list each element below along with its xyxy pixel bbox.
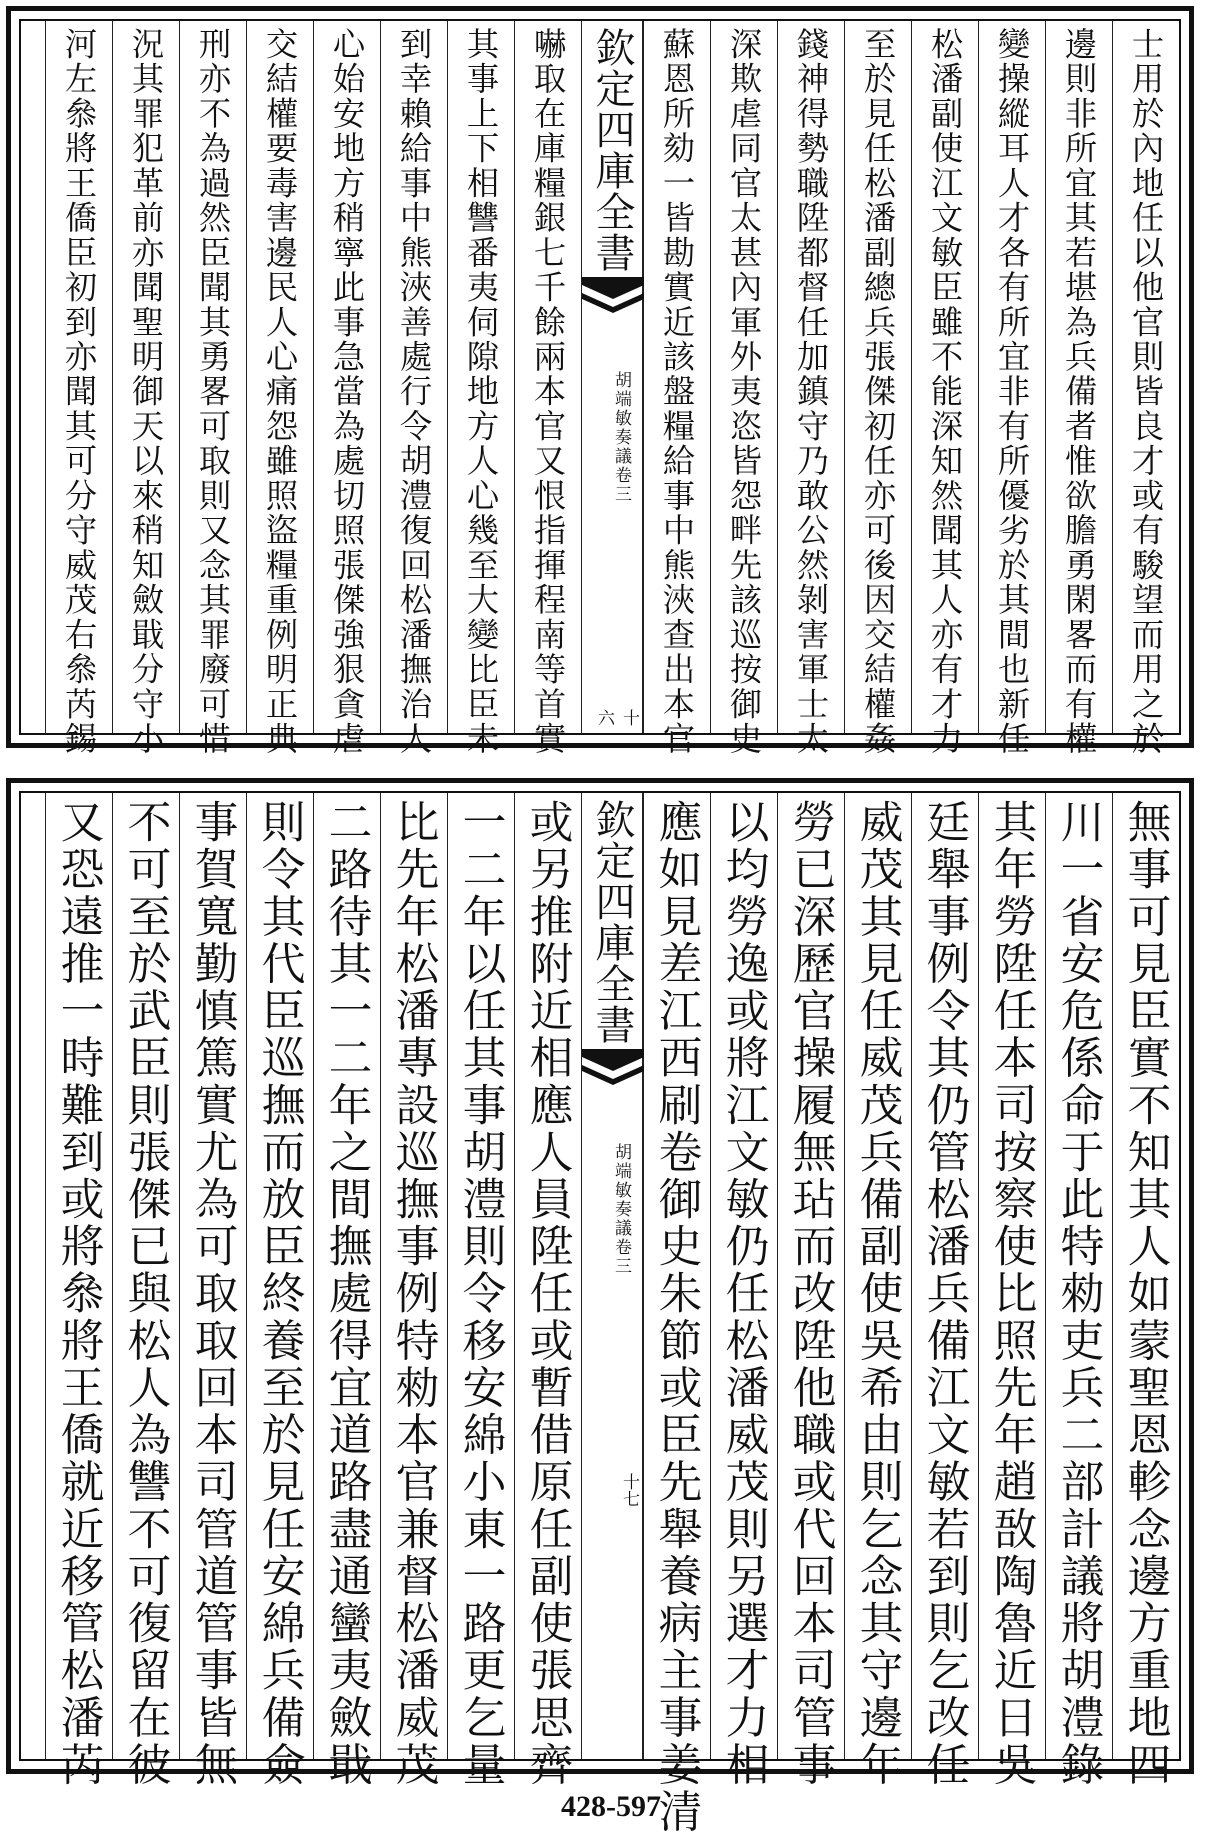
column-text: 威茂其見任威茂兵備副使吳希由則乞念其守邊年: [852, 799, 903, 1789]
column-text: 邊則非所宜其若堪為兵備者惟欲膽勇閑畧而有權: [1060, 27, 1098, 757]
text-column: [313, 793, 380, 1789]
text-column: [514, 793, 581, 1789]
text-column: [1045, 793, 1112, 1789]
column-text: 蘇恩所劾一皆勘實近該盤糧給事中熊浹查出本官: [658, 27, 696, 757]
column-text: 至於見任松潘副總兵張傑初任亦可後因交結權姦: [859, 27, 897, 757]
text-column: [643, 21, 710, 757]
text-column: [1112, 21, 1179, 757]
gutter-strip: [581, 793, 643, 1759]
column-text: 應如見差江西刷卷御史朱節或臣先舉養病主事姜清: [651, 799, 702, 1836]
gutter-title: 欽定四庫全書: [589, 799, 635, 1045]
column-text: 一二年以任其事胡澧則令移安綿小東一路更乞量: [455, 799, 506, 1789]
text-column: [710, 21, 777, 757]
column-text: 深欺虐同官太甚內軍外夷恣皆怨畔先該巡按御史: [725, 27, 763, 757]
fishtail-mark-icon: [582, 1049, 644, 1089]
column-text: 變操縱耳人才各有所宜非有所優劣於其間也新任: [993, 27, 1031, 757]
leaf-number: 十六: [594, 708, 639, 726]
column-text: 川一省安危係命于此特勑吏兵二部計議將胡澧錄: [1053, 799, 1104, 1789]
text-column: [45, 21, 112, 757]
column-text: 錢神得勢職陞都督任加鎮守乃敢公然剝害軍士太: [792, 27, 830, 757]
text-column: [844, 21, 911, 757]
column-text: 勞已深歷官操履無玷而改陞他職或代回本司管事: [785, 799, 836, 1789]
gutter-subtitle: [590, 371, 634, 504]
column-text: 士用於內地任以他官則皆良才或有駿望而用之於: [1127, 27, 1165, 757]
column-text: 二路待其一二年之間撫處得宜道路盡通蠻夷斂戢: [321, 799, 372, 1789]
text-column: [911, 793, 978, 1789]
column-text: 松潘副使江文敏臣雖不能深知然聞其人亦有才力: [926, 27, 964, 757]
column-text: 交結權要毒害邊民人心痛怨雖照盜糧重例明正典: [261, 27, 299, 757]
text-column: [844, 793, 911, 1789]
column-text: 況其罪犯革前亦聞聖明御天以來稍知斂戢分守小: [127, 27, 165, 757]
column-text: 刑亦不為過然臣聞其勇畧可取則又念其罪廢可惜: [194, 27, 232, 757]
page-footer-number: 428-597: [561, 1790, 661, 1823]
text-column: [380, 793, 447, 1789]
text-column: [179, 793, 246, 1789]
text-column: [112, 21, 179, 757]
text-column: [112, 793, 179, 1789]
book-title: 胡端敏奏議: [611, 1143, 631, 1238]
column-text: 河左叅將王僑臣初到亦聞其可分守威茂右叅芮錫: [60, 27, 98, 757]
upper-page: [6, 6, 1194, 757]
volume-label: 卷三: [611, 466, 631, 504]
text-column: [447, 21, 514, 757]
column-text: 或另推附近相應人員陞任或暫借原任副使張思齊: [522, 799, 573, 1789]
column-text: 以均勞逸或將江文敏仍任松潘威茂則另選才力相: [718, 799, 769, 1789]
book-title: 胡端敏奏議: [611, 371, 631, 466]
text-column: [777, 21, 844, 757]
leaf-number: 十七: [619, 1473, 639, 1507]
text-column: [911, 21, 978, 757]
text-column: [380, 21, 447, 757]
text-column: [447, 793, 514, 1789]
column-text: 心始安地方稍寧此事急當為處切照張傑強狠貪虐: [328, 27, 366, 757]
text-column: [777, 793, 844, 1789]
column-text: 其事上下相讐番夷伺隙地方人心幾至大變比臣未: [462, 27, 500, 757]
text-column: [978, 793, 1045, 1789]
column-text: 又恐遠推一時難到或將叅將王僑就近移管松潘芮: [53, 799, 104, 1789]
text-column: [179, 21, 246, 757]
gutter-title: 欽定四庫全書: [589, 27, 635, 273]
fishtail-mark-icon: [582, 277, 644, 317]
text-column: [710, 793, 777, 1789]
text-column: [1045, 21, 1112, 757]
text-column: [514, 21, 581, 757]
column-text: 事賀寬勤慎篤實尤為可取取回本司管道管事皆無: [187, 799, 238, 1789]
text-column: [978, 21, 1045, 757]
column-text: 到幸賴給事中熊浹善處行令胡澧復回松潘撫治人: [395, 27, 433, 757]
column-text: 廷舉事例令其仍管松潘兵備江文敏若到則乞改任: [919, 799, 970, 1789]
column-text: 比先年松潘專設巡撫事例特勑本官兼督松潘威茂: [388, 799, 439, 1789]
column-text: 嚇取在庫糧銀七千餘兩本官又恨指揮程南等首實: [529, 27, 567, 757]
text-column: [45, 793, 112, 1789]
column-text: 不可至於武臣則張傑已與松人為讐不可復留在彼: [120, 799, 171, 1789]
gutter-strip: [581, 21, 643, 733]
text-column: [313, 21, 380, 757]
upper-page-frame: [19, 19, 1181, 757]
column-text: 則令其代臣巡撫而放臣終養至於見任安綿兵備僉: [254, 799, 305, 1789]
text-column: [643, 793, 710, 1836]
column-text: 其年勞陞任本司按察使比照先年趙敔陶魯近日吳: [986, 799, 1037, 1789]
gutter-subtitle: [590, 1143, 634, 1276]
volume-label: 卷三: [611, 1238, 631, 1276]
text-column: [246, 793, 313, 1789]
text-column: [246, 21, 313, 757]
column-text: 無事可見臣實不知其人如蒙聖恩軫念邊方重地四: [1120, 799, 1171, 1789]
text-column: [1112, 793, 1179, 1789]
